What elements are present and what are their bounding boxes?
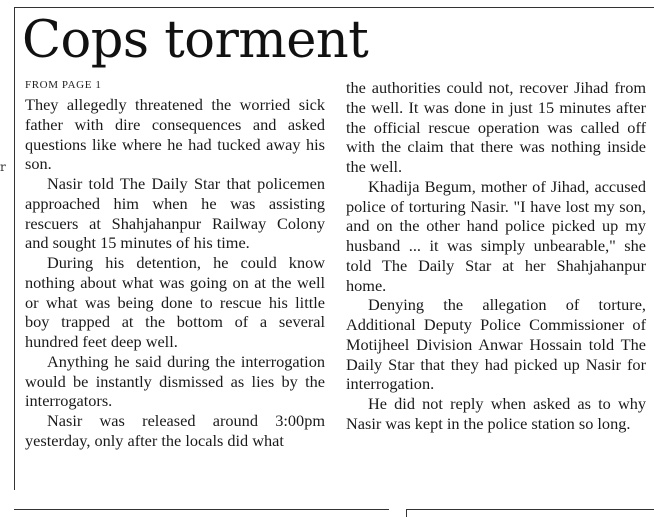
top-border-rule — [14, 7, 654, 8]
paragraph: Nasir was released around 3:00pm yesterday, only after the locals did what — [25, 411, 325, 450]
bottom-border-rule-left — [14, 509, 389, 510]
paragraph: They allegedly threatened the worried sick father with dire consequences and asked questions like where he had tucked away his son. — [25, 95, 325, 174]
paragraph: Denying the allegation of torture, Additional Deputy Police Commissioner of Motijheel Division Anwar Hossain told The Daily Star that they had picked up Nasir for interrogation. — [346, 295, 646, 394]
article-column-left — [25, 95, 325, 451]
bottom-border-rule-right — [406, 509, 654, 510]
article-column-right — [346, 78, 646, 434]
left-border-rule — [14, 7, 15, 490]
adjacent-column-fragment: r — [0, 160, 6, 174]
headline: Cops torment — [22, 11, 369, 70]
jump-label: FROM PAGE 1 — [25, 79, 102, 91]
paragraph: During his detention, he could know nothing about what was going on at the well or what was being done to rescue his little boy trapped at the bottom of a several hundred feet deep well. — [25, 253, 325, 351]
paragraph: the authorities could not, recover Jihad from the well. It was done in just 15 minutes after the official rescue operation was called off with the claim that there was nothing inside the well. — [346, 78, 646, 176]
paragraph: Anything he said during the interrogation would be instantly dismissed as lies by the interrogators. — [25, 351, 325, 411]
paragraph: Khadija Begum, mother of Jihad, accused police of torturing Nasir. "I have lost my son, and on the other hand police picked up my husband ... it was simply unbearable," she told The Daily Star at her Shahjahanpur home. — [346, 176, 646, 295]
paragraph: Nasir told The Daily Star that policemen approached him when he was assisting rescuers at Shahjahanpur Railway Colony and sought 15 minutes of his time. — [25, 174, 325, 253]
paragraph: He did not reply when asked as to why Nasir was kept in the police station so long. — [346, 394, 646, 433]
bottom-border-tick — [406, 509, 407, 517]
